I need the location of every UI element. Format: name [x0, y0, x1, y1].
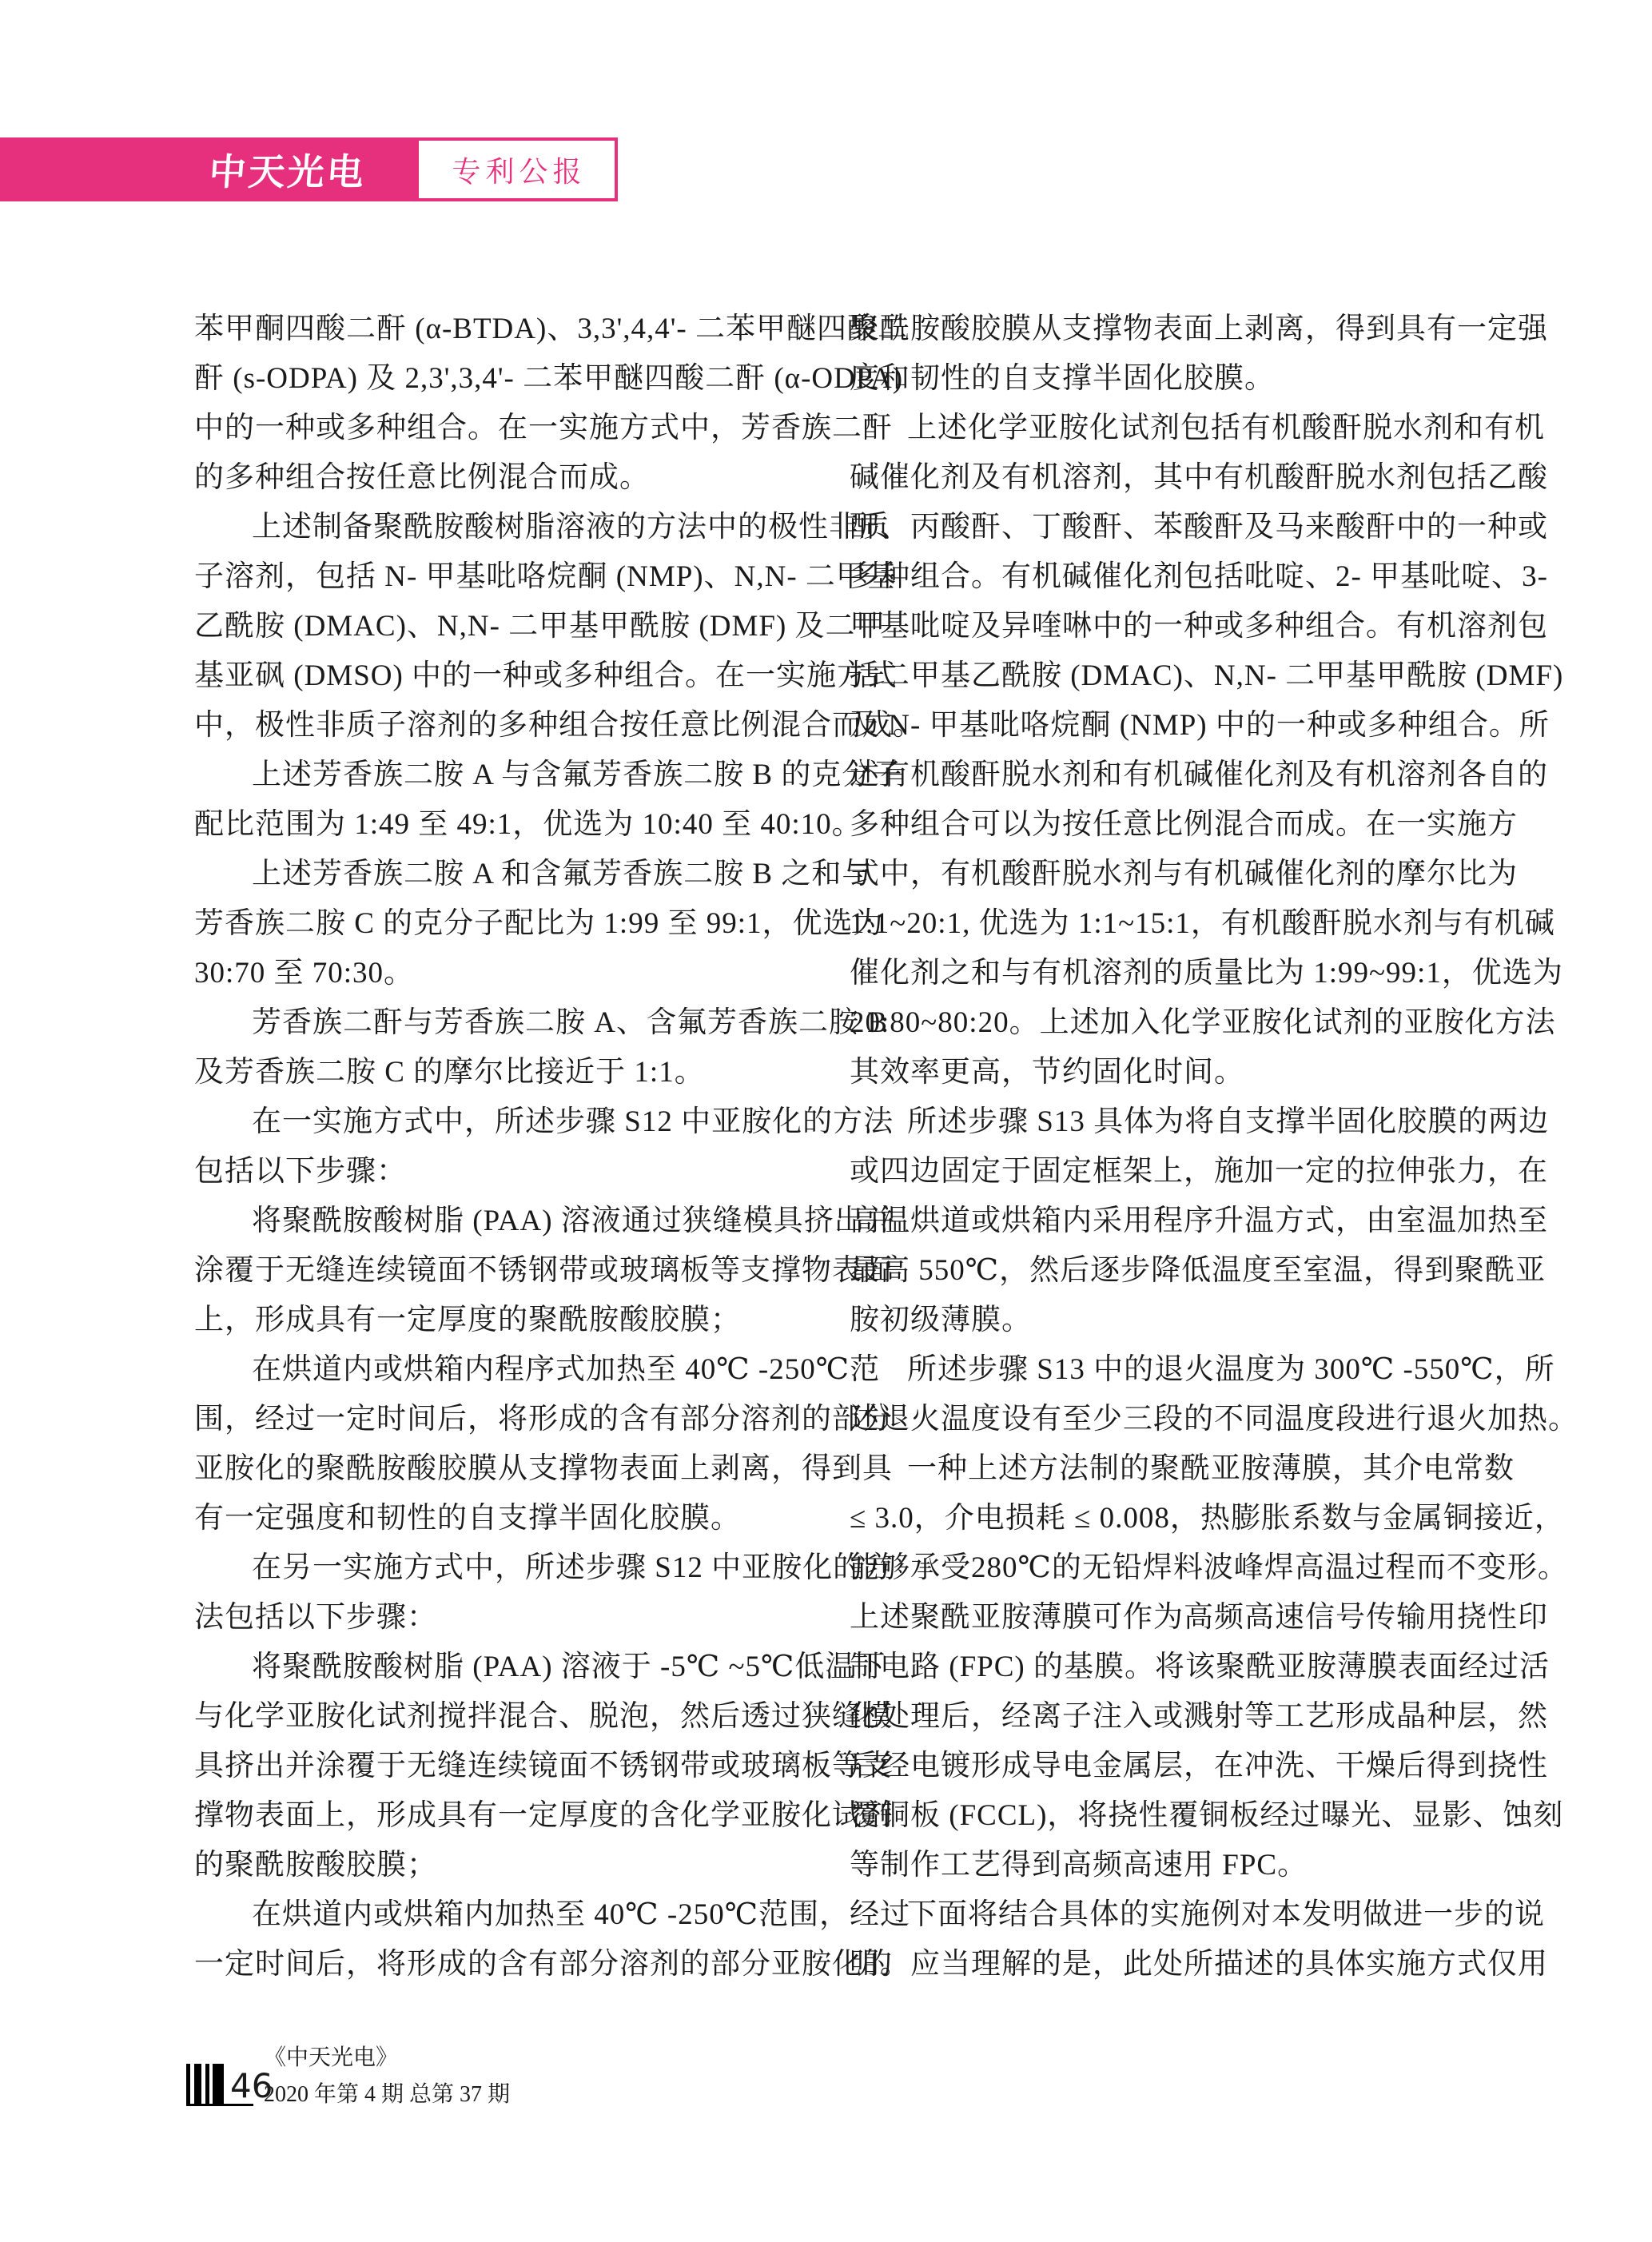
text-line: 芳香族二酐与芳香族二胺 A、含氟芳香族二胺 B: [252, 1006, 888, 1039]
text-line: 酐、丙酸酐、丁酸酐、苯酸酐及马来酸酐中的一种或: [850, 511, 1548, 544]
text-line: 及 N- 甲基吡咯烷酮 (NMP) 中的一种或多种组合。所: [850, 709, 1550, 742]
text-line: 碱催化剂及有机溶剂，其中有机酸酐脱水剂包括乙酸: [850, 461, 1548, 494]
text-line: 式中，有机酸酐脱水剂与有机碱催化剂的摩尔比为: [850, 858, 1518, 890]
text-line: 1:1~20:1, 优选为 1:1~15:1，有机酸酐脱水剂与有机碱: [850, 907, 1555, 940]
text-line: 涂覆于无缝连续镜面不锈钢带或玻璃板等支撑物表面: [194, 1254, 893, 1287]
text-line: 将聚酰胺酸树脂 (PAA) 溶液通过狭缝模具挤出并: [252, 1205, 895, 1237]
text-line: 在烘道内或烘箱内加热至 40℃ -250℃范围，经过: [252, 1898, 911, 1931]
text-line: 最高 550℃，然后逐步降低温度至室温，得到聚酰亚: [850, 1254, 1547, 1287]
text-line: 中的一种或多种组合。在一实施方式中，芳香族二酐: [194, 412, 893, 444]
text-line: 甲基吡啶及异喹啉中的一种或多种组合。有机溶剂包: [850, 610, 1548, 643]
text-line: 亚胺化的聚酰胺酸胶膜从支撑物表面上剥离，得到具: [194, 1452, 893, 1485]
text-line: 度和韧性的自支撑半固化胶膜。: [850, 362, 1275, 395]
text-line: 具挤出并涂覆于无缝连续镜面不锈钢带或玻璃板等支: [194, 1750, 893, 1782]
text-line: 芳香族二胺 C 的克分子配比为 1:99 至 99:1，优选为: [194, 907, 884, 940]
text-line: 子溶剂，包括 N- 甲基吡咯烷酮 (NMP)、N,N- 二甲基: [194, 560, 897, 593]
text-line: 苯甲酮四酸二酐 (α-BTDA)、3,3',4,4'- 二苯甲醚四酸二: [194, 313, 908, 345]
text-line: 30:70 至 70:30。: [194, 957, 415, 990]
left-column: [194, 305, 923, 1989]
text-line: 20:80~80:20。上述加入化学亚胺化试剂的亚胺化方法: [850, 1006, 1556, 1039]
brand-bar: [0, 137, 416, 201]
page-marker-bars-icon: [186, 2064, 224, 2104]
text-line: 配比范围为 1:49 至 49:1，优选为 10:40 至 40:10。: [194, 808, 862, 841]
text-line: 能够承受280℃的无铅焊料波峰焊高温过程而不变形。: [850, 1551, 1568, 1584]
text-line: 与化学亚胺化试剂搅拌混合、脱泡，然后透过狭缝模: [194, 1700, 893, 1733]
text-line: 撑物表面上，形成具有一定厚度的含化学亚胺化试剂: [194, 1799, 893, 1832]
text-line: 的多种组合按任意比例混合而成。: [194, 461, 650, 494]
text-line: 多种组合。有机碱催化剂包括吡啶、2- 甲基吡啶、3-: [850, 560, 1548, 593]
text-line: 在另一实施方式中，所述步骤 S12 中亚胺化的方: [252, 1551, 894, 1584]
text-line: 聚酰胺酸胶膜从支撑物表面上剥离，得到具有一定强: [850, 313, 1548, 345]
section-badge: [416, 137, 618, 201]
company-logo: 中天光电: [207, 150, 368, 193]
text-line: 及芳香族二胺 C 的摩尔比接近于 1:1。: [194, 1056, 705, 1089]
text-line: 高温烘道或烘箱内采用程序升温方式，由室温加热至: [850, 1205, 1548, 1237]
text-line: 一种上述方法制的聚酰亚胺薄膜，其介电常数: [907, 1452, 1515, 1485]
text-line: 或四边固定于固定框架上，施加一定的拉伸张力，在: [850, 1155, 1548, 1188]
text-line: 围，经过一定时间后，将形成的含有部分溶剂的部分: [194, 1403, 893, 1436]
text-line: 有一定强度和韧性的自支撑半固化胶膜。: [194, 1502, 741, 1535]
text-line: 将聚酰胺酸树脂 (PAA) 溶液于 -5℃ ~5℃低温下: [252, 1651, 886, 1683]
text-line: 明。应当理解的是，此处所描述的具体实施方式仅用: [850, 1948, 1548, 1981]
text-line: 法包括以下步骤：: [194, 1601, 437, 1634]
text-line: 上述芳香族二胺 A 和含氟芳香族二胺 B 之和与: [252, 858, 873, 890]
text-line: 包括以下步骤：: [194, 1155, 407, 1188]
text-line: 在一实施方式中，所述步骤 S12 中亚胺化的方法: [252, 1105, 894, 1138]
text-line: 乙酰胺 (DMAC)、N,N- 二甲基甲酰胺 (DMF) 及二甲: [194, 610, 886, 643]
text-line: 中，极性非质子溶剂的多种组合按任意比例混合而成。: [194, 709, 923, 742]
text-line: 后经电镀形成导电金属层，在冲洗、干燥后得到挠性: [850, 1750, 1548, 1782]
text-line: 上，形成具有一定厚度的聚酰胺酸胶膜；: [194, 1304, 741, 1336]
issue-info: 2020 年第 4 期 总第 37 期: [264, 2082, 511, 2107]
text-line: 上述聚酰亚胺薄膜可作为高频高速信号传输用挠性印: [850, 1601, 1548, 1634]
text-line: 的聚酰胺酸胶膜；: [194, 1849, 437, 1882]
page-number: 46: [230, 2066, 273, 2105]
text-line: 括二甲基乙酰胺 (DMAC)、N,N- 二甲基甲酰胺 (DMF): [850, 659, 1564, 692]
right-column: [850, 305, 1578, 1989]
text-line: 述退火温度设有至少三段的不同温度段进行退火加热。: [850, 1403, 1578, 1436]
section-badge-label: 专利公报: [452, 155, 587, 189]
text-line: 基亚砜 (DMSO) 中的一种或多种组合。在一实施方式: [194, 659, 898, 692]
text-line: 下面将结合具体的实施例对本发明做进一步的说: [907, 1898, 1545, 1931]
text-line: 上述芳香族二胺 A 与含氟芳香族二胺 B 的克分子: [252, 759, 903, 791]
text-line: 上述制备聚酰胺酸树脂溶液的方法中的极性非质: [252, 511, 890, 544]
text-line: 胺初级薄膜。: [850, 1304, 1032, 1336]
text-line: 述有机酸酐脱水剂和有机碱催化剂及有机溶剂各自的: [850, 759, 1548, 791]
text-line: 酐 (s-ODPA) 及 2,3',3,4'- 二苯甲醚四酸二酐 (α-ODPA): [194, 362, 904, 395]
text-line: ≤ 3.0，介电损耗 ≤ 0.008，热膨胀系数与金属铜接近，: [850, 1502, 1565, 1535]
footer-meta: [264, 2045, 510, 2109]
text-line: 所述步骤 S13 具体为将自支撑半固化胶膜的两边: [907, 1105, 1550, 1138]
text-line: 催化剂之和与有机溶剂的质量比为 1:99~99:1，优选为: [850, 957, 1563, 990]
journal-title: 《中天光电》: [264, 2045, 399, 2070]
text-line: 多种组合可以为按任意比例混合而成。在一实施方: [850, 808, 1518, 841]
text-line: 上述化学亚胺化试剂包括有机酸酐脱水剂和有机: [907, 412, 1545, 444]
text-line: 覆铜板 (FCCL)，将挠性覆铜板经过曝光、显影、蚀刻: [850, 1799, 1564, 1832]
text-line: 一定时间后，将形成的含有部分溶剂的部分亚胺化的: [194, 1948, 893, 1981]
text-line: 其效率更高，节约固化时间。: [850, 1056, 1244, 1089]
text-line: 制电路 (FPC) 的基膜。将该聚酰亚胺薄膜表面经过活: [850, 1651, 1550, 1683]
text-line: 在烘道内或烘箱内程序式加热至 40℃ -250℃范: [252, 1353, 881, 1386]
text-line: 等制作工艺得到高频高速用 FPC。: [850, 1849, 1308, 1882]
text-line: 化处理后，经离子注入或溅射等工艺形成晶种层，然: [850, 1700, 1548, 1733]
page-marker: [186, 2064, 273, 2106]
text-line: 所述步骤 S13 中的退火温度为 300℃ -550℃，所: [907, 1353, 1555, 1386]
